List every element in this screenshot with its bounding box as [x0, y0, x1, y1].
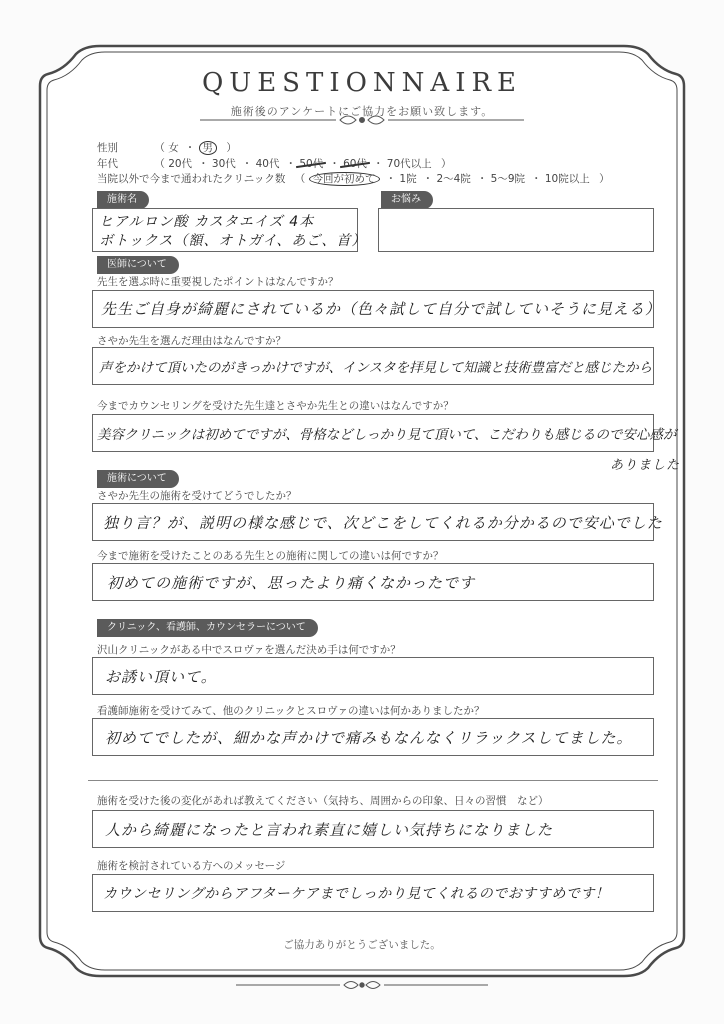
gender-option-female: 女 [168, 142, 179, 154]
age-close-paren: ） [441, 158, 452, 170]
clinic-answer-2: 初めてでしたが、細かな声かけで痛みもなんなくリラックスしてました。 [105, 729, 633, 747]
visits-option: 1院 [399, 173, 417, 185]
procedure-question-1: さやか先生の施術を受けてどうでしたか？ [97, 490, 297, 502]
treatment-name-answer-line2: ボトックス（額、オトガイ、あご、首） [99, 233, 367, 249]
visits-option-selected: 今回が初めて [309, 172, 380, 186]
after-question-2: 施術を検討されている方へのメッセージ [97, 860, 286, 872]
doctor-answer-3-line2: ありました [610, 458, 681, 473]
doctor-answer-box-3 [92, 414, 677, 452]
thanks-message: ご協力ありがとうございました。 [283, 939, 441, 951]
clinic-question-2: 看護師施術を受けてみて、他のクリニックとスロヴァの違いは何かありましたか？ [97, 705, 485, 717]
procedure-question-2: 今まで施術を受けたことのある先生との施術に関しての違いは何ですか？ [97, 550, 444, 562]
after-answer-box-2 [92, 874, 654, 912]
visits-close-paren: ） [599, 173, 610, 185]
visits-option: 2～4院 [436, 173, 471, 185]
gender-label: 性別 [97, 142, 118, 154]
procedure-answer-box-1 [92, 503, 663, 541]
age-option: 20代 [168, 158, 193, 170]
doctor-answer-1: 先生ご自身が綺麗にされているか（色々試して自分で試していそうに見える） [101, 300, 662, 318]
treatment-name-tag: 施術名 [97, 191, 149, 209]
age-option: 40代 [255, 158, 280, 170]
gender-row [97, 140, 237, 155]
age-option: 70代以上 [386, 158, 432, 170]
treatment-name-box [92, 208, 367, 252]
worry-box [378, 208, 654, 252]
doctor-question-3: 今までカウンセリングを受けた先生達とさやか先生との違いはなんですか？ [97, 400, 454, 412]
doctor-answer-2: 声をかけて頂いたのがきっかけですが、インスタを拝見して知識と技術豊富だと感じたから [99, 360, 653, 376]
page-title: QUESTIONNAIRE [201, 68, 523, 98]
doctor-answer-box-1 [92, 290, 662, 328]
age-option-selected: 50代 [299, 158, 324, 170]
gender-close-paren: ） [226, 142, 237, 154]
age-label: 年代 [97, 158, 118, 170]
age-open-paren: （ [154, 158, 165, 170]
doctor-question-2: さやか先生を選んだ理由はなんですか？ [97, 335, 286, 347]
clinic-answer-box-2 [92, 718, 654, 756]
procedure-answer-box-2 [92, 563, 654, 601]
age-option: 60代 [343, 158, 367, 170]
doctor-answer-box-2 [92, 347, 654, 385]
procedure-answer-1: 独り言？が、説明の様な感じで、次どこをしてくれるか分かるので安心でした [103, 514, 663, 532]
visits-row: 当院以外で今まで通われたクリニック数 （ 今回が初めて ・ 1院 ・ 2～4院 ・ 5～9院 ・ 10院以上 ） [97, 173, 610, 185]
doctor-section-tag: 医師について [97, 256, 179, 274]
treatment-name-answer-line1: ヒアルロン酸 カスタエイズ 4本 [99, 214, 315, 230]
gender-option-male: 男 [199, 141, 218, 155]
after-answer-box-1 [92, 810, 654, 848]
clinic-answer-1: お誘い頂いて。 [105, 668, 217, 686]
visits-label: 当院以外で今まで通われたクリニック数 [97, 173, 286, 185]
footer-ornament [236, 982, 488, 989]
doctor-answer-3-line1: 美容クリニックは初めてですが、骨格などしっかり見て頂いて、こだわりも感じるので安心感が [97, 427, 677, 443]
section-divider [88, 780, 658, 781]
visits-option: 10院以上 [544, 173, 590, 185]
doctor-question-1: 先生を選ぶ時に重要視したポイントはなんですか？ [97, 276, 339, 288]
procedure-section-tag: 施術について [97, 470, 179, 488]
after-question-1: 施術を受けた後の変化があれば教えてください（気持ち、周囲からの印象、日々の習慣 など） [97, 795, 549, 807]
gender-open-paren: （ [154, 142, 165, 154]
worry-tag: お悩み [381, 191, 433, 209]
page-subtitle: 施術後のアンケートにご協力をお願い致します。 [230, 105, 494, 118]
after-answer-1: 人から綺麗になったと言われ素直に嬉しい気持ちになりました [105, 821, 554, 839]
after-answer-2: カウンセリングからアフターケアまでしっかり見てくれるのでおすすめです！ [103, 886, 610, 902]
clinic-answer-box-1 [92, 657, 654, 695]
procedure-answer-2: 初めての施術ですが、思ったより痛くなかったです [107, 574, 476, 592]
visits-open-paren: （ [294, 173, 306, 185]
visits-option: 5～9院 [490, 173, 526, 185]
gender-separator: ・ [184, 142, 196, 154]
clinic-question-1: 沢山クリニックがある中でスロヴァを選んだ決め手は何ですか？ [97, 644, 401, 656]
age-row: 年代 （ 20代 ・ 30代 ・ 40代 ・ 50代 ・ 60代 ・ 70代以上 ） [97, 158, 452, 170]
clinic-section-tag: クリニック、看護師、カウンセラーについて [97, 619, 318, 637]
age-option: 30代 [211, 158, 236, 170]
